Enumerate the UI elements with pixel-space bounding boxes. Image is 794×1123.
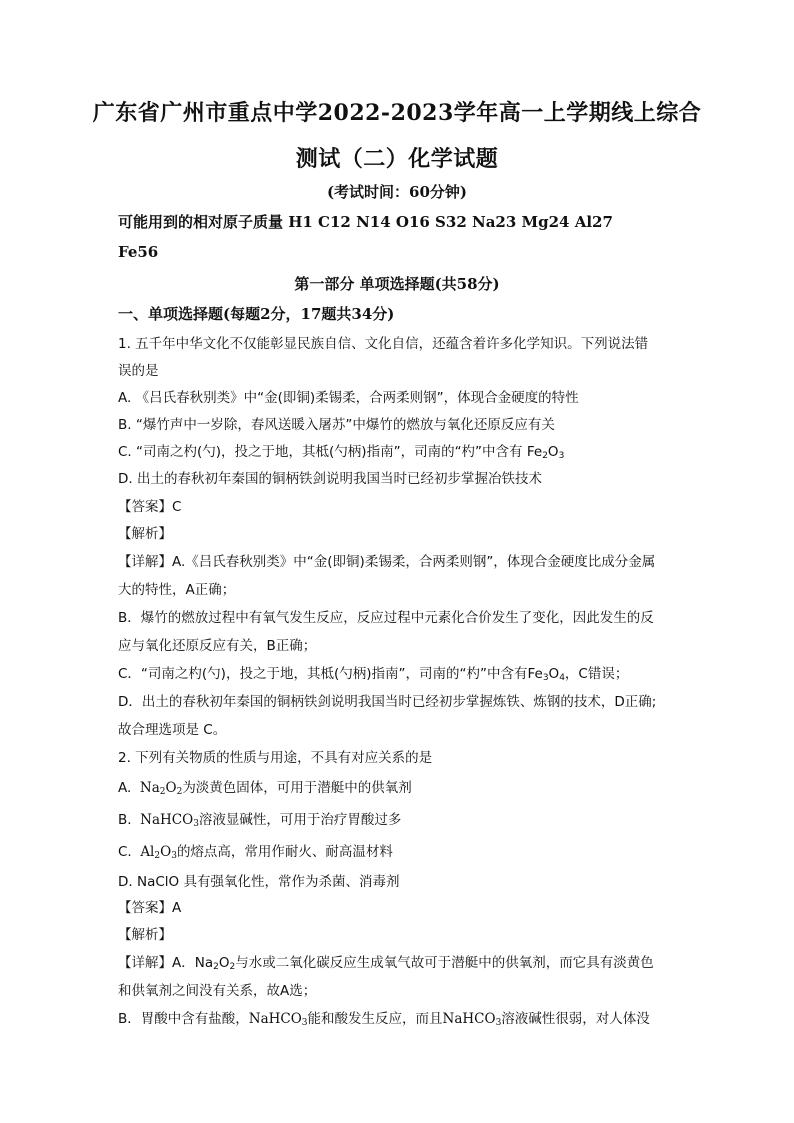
q1-stem-line2: 误的是 xyxy=(118,363,159,379)
atomic-masses-line2: Fe56 xyxy=(118,243,159,261)
q1-detail-line7: 故合理选项是 C。 xyxy=(118,722,227,738)
q1-option-d: D. 出土的春秋初年秦国的铜柄铁剑说明我国当时已经初步掌握冶铁技术 xyxy=(118,471,542,487)
exam-time: (考试时间：60分钟) xyxy=(326,183,468,201)
q2-analysis: 【解析】 xyxy=(118,927,172,943)
q1-detail-line1: 【详解】A.《吕氏春秋别类》中“金(即铜)柔锡柔，合两柔则钢”，体现合金硬度比成分金属 xyxy=(118,554,656,570)
q2-option-b: B. NaHCO$_3$溶液显碱性，可用于治疗胃酸过多 xyxy=(118,812,402,829)
q1-detail-line4: 应与氧化还原反应有关，B正确； xyxy=(118,638,317,654)
q2-option-a: A. $Na_2O_2$为淡黄色固体，可用于潜艇中的供氧剂 xyxy=(118,780,412,797)
q1-option-a: A. 《吕氏春秋别类》中“金(即铜)柔锡柔，合两柔则钢”，体现合金硬度的特性 xyxy=(118,390,579,406)
q1-option-c: C. “司南之杓(勺)，投之于地，其柢(勺柄)指南”，司南的“杓”中含有 $Fe_2O_3$ xyxy=(118,444,565,461)
q2-stem: 2. 下列有关物质的性质与用途，不具有对应关系的是 xyxy=(118,750,433,766)
q1-detail-line5: C．“司南之杓(勺)，投之于地，其柢(勺柄)指南”，司南的“杓”中含有$Fe_3O_4$，C错误； xyxy=(118,666,629,683)
q1-detail-line6: D．出土的春秋初年秦国的铜柄铁剑说明我国当时已经初步掌握炼铁、炼钢的技术，D正确; xyxy=(118,694,657,710)
q1-detail-line2: 大的特性，A正确； xyxy=(118,582,236,598)
page-title-line2: 测试（二）化学试题 xyxy=(295,146,499,172)
q1-stem-line1: 1. 五千年中华文化不仅能彰显民族自信、文化自信，还蕴含着许多化学知识。下列说法错 xyxy=(118,336,649,352)
atomic-masses-line1: 可能用到的相对原子质量 H1 C12 N14 O16 S32 Na23 Mg24 Al27 xyxy=(118,213,613,231)
q2-detail-line1: 【详解】A．$Na_2O_2$与水或二氧化碳反应生成氧气故可于潜艇中的供氧剂，而它具有淡黄色 xyxy=(118,955,654,972)
section-heading: 一、单项选择题(每题2分，17题共34分) xyxy=(118,305,395,323)
q1-answer: 【答案】C xyxy=(118,499,182,515)
part-heading: 第一部分 单项选择题(共58分) xyxy=(294,275,500,293)
page-title-line1: 广东省广州市重点中学2022-2023学年高一上学期线上综合 xyxy=(92,100,702,126)
q2-detail-line3: B．胃酸中含有盐酸，NaHCO$_3$能和酸发生反应，而且NaHCO$_3$溶液碱性很弱，对人体没 xyxy=(118,1011,650,1028)
q1-option-b: B. “爆竹声中一岁除，春风送暖入屠苏”中爆竹的燃放与氧化还原反应有关 xyxy=(118,417,555,433)
q1-analysis: 【解析】 xyxy=(118,526,172,542)
q1-detail-line3: B．爆竹的燃放过程中有氧气发生反应，反应过程中元素化合价发生了变化，因此发生的反 xyxy=(118,610,654,626)
q2-detail-line2: 和供氧剂之间没有关系，故A选； xyxy=(118,983,317,999)
q2-option-d: D. NaClO 具有强氧化性，常作为杀菌、消毒剂 xyxy=(118,874,400,890)
q2-option-c: C. $Al_2O_3$的熔点高，常用作耐火、耐高温材料 xyxy=(118,844,393,861)
q2-answer: 【答案】A xyxy=(118,900,182,916)
